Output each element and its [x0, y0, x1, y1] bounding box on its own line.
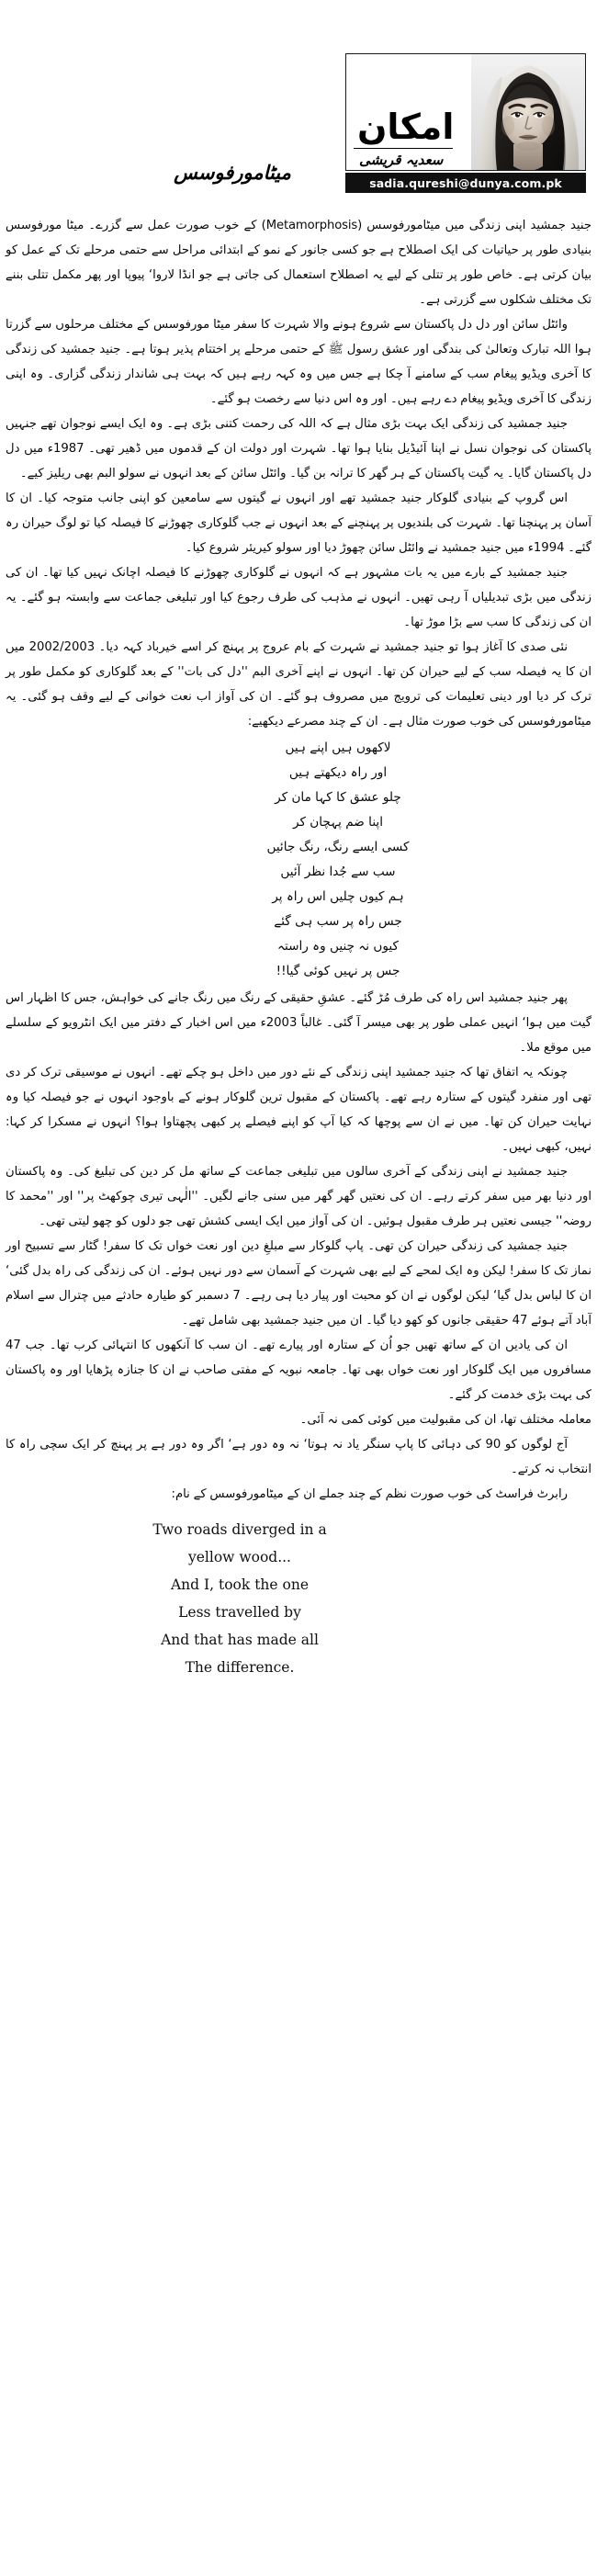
author-email: sadia.qureshi@dunya.com.pk	[369, 175, 562, 190]
poem-line: And that has made all	[161, 1632, 319, 1648]
body-paragraph: معاملہ مختلف تھا، ان کی مقبولیت میں کوئی کمی نہ آئی۔	[299, 1413, 591, 1427]
body-paragraph: جنید جمشید کی زندگی حیران کن تھی۔ پاپ گلوکار سے مبلغِ دین اور نعت خواں تک کا سفر! گٹار سے تسبیح اور نماز تک کا سفر! لیکن وہ ایک لمحے کے لیے بھی شہرت کے آسمان سے دور نہیں ہوئے۔ ان کی زندگی کی راہ بدل گئی‘ ان کا لباس بدل گیا‘ لیکن لوگوں نے ان کو محبت اور پیار دیا ہی رہے۔ 7 دسمبر کو طیارہ حادثے میں چترال سے اسلام آباد آتے ہوئے 47 حقیقی جانوں کو کھو دیا گیا۔ ان میں جنید جمشید بھی شامل تھے۔	[6, 1239, 591, 1328]
body-paragraph: اس گروپ کے بنیادی گلوکار جنید جمشید تھے اور انہوں نے گیتوں سے سامعین کو اپنی جانب متوجہ کیا۔ ان کا آسان پر پہنچنا تھا۔ شہرت کی بلندیوں پر پہنچنے کے بعد انہوں نے جب گلوکاری چھوڑنے کا فیصلہ کیا تو لوگ حیران رہ گئے۔ 1994ء میں جنید جمشید نے وائٹل سائن چھوڑ دیا اور سولو کیریئر شروع کیا۔	[6, 491, 591, 555]
verse-line: لاکھوں ہیں اپنے ہیں	[285, 740, 391, 755]
verse-line: چلو عشق کا کہا مان کر	[275, 790, 401, 805]
verse-line: جس پر نہیں کوئی گیا!!	[276, 964, 400, 978]
article-body	[6, 213, 591, 1681]
body-paragraph: جنید جمشید کے بارے میں یہ بات مشہور ہے کہ انہوں نے گلوکاری چھوڑنے کا فیصلہ اچانک نہیں کیا تھا۔ ان کی زندگی میں بڑی تبدیلیاں آ رہی تھیں۔ انہوں نے مذہب کی طرف رجوع کیا اور تبلیغی جماعت سے وابستہ ہو گئے۔ یہ ان کی زندگی کا سب سے بڑا موڑ تھا۔	[6, 566, 591, 629]
english-poem-block	[6, 1516, 591, 1681]
author-email-bar[interactable]	[345, 173, 586, 193]
body-paragraph: پھر جنید جمشید اس راہ کی طرف مُڑ گئے۔ عشقِ حقیقی کے رنگ میں رنگ جانے کی خواہش، جس کا اظہار اس گیت میں ہوا‘ انہیں عملی طور پر بھی میسر آ گئی۔ غالباً 2003ء میں اس اخبار کے دفتر میں ایک انٹرویو کے سلسلے میں موقع ملا۔	[6, 991, 591, 1055]
body-paragraph: ان کی یادیں ان کے ساتھ تھیں جو اُن کے ستارہ اور پیارے تھے۔ ان سب کا آنکھوں کا انتہائی کرب تھا۔ جب 47 مسافروں میں ایک گلوکار اور نعت خواں بھی تھا۔ جامعہ نبویہ کے مفتی صاحب نے ان کا جنازہ پڑھایا اور وہ پاکستان کی بہت بڑی خدمت کر گئے۔	[6, 1339, 591, 1402]
verse-line: کسی ایسے رنگ، رنگ جائیں	[266, 840, 410, 854]
body-paragraph: رابرٹ فراسٹ کی خوب صورت نظم کے چند جملے ان کے میٹامورفوسس کے نام:	[171, 1487, 568, 1501]
verse-line: کیوں نہ چنیں وہ راستہ	[277, 939, 399, 954]
verse-line: سب سے جُدا نظر آئیں	[280, 864, 396, 879]
body-paragraph: نئی صدی کا آغاز ہوا تو جنید جمشید نے شہرت کے بام عروج پر پہنچ کر اسے خیرباد کہہ دیا۔ 2002/2003 میں ان کا یہ فیصلہ سب کے لیے حیران کن تھا۔ انہوں نے اپنے آخری البم ''دل کی بات'' کے بعد گلوکاری کو مکمل طور پر ترک کر دیا اور دینی تعلیمات کی ترویج میں مصروف ہو گئے۔ ان کی آواز اب نعت خوانی کے لیے وقف ہو گئی۔ یہ میٹامورفوسس کی خوب صورت مثال ہے۔ ان کے چند مصرعے دیکھیے:	[6, 640, 591, 729]
verse-line: جس راہ پر سب ہی گئے	[274, 914, 402, 929]
author-portrait-icon	[471, 54, 585, 170]
body-paragraph: جنید جمشید کی زندگی ایک بہت بڑی مثال ہے کہ اللہ کی رحمت کتنی بڑی ہے۔ وہ ایک ایسے نوجوان تھے جنہیں پاکستان کی نوجوان نسل نے اپنا آئیڈیل بنایا ہوا تھا۔ شہرت اور دولت ان کے قدموں میں ڈھیر تھی۔ 1987ء میں دل دل پاکستان گایا۔ یہ گیت پاکستان کے ہر گھر کا ترانہ بن گیا۔ وائٹل سائن کے بعد انہوں نے سولو البم بھی ریلیز کیے۔	[6, 417, 591, 480]
body-paragraph: جنید جمشید نے اپنی زندگی کے آخری سالوں میں تبلیغی جماعت کے ساتھ مل کر دین کی تبلیغ کی۔ وہ پاکستان اور دنیا بھر میں سفر کرتے رہے۔ ان کی نعتیں گھر گھر میں سنی جانے لگیں۔ ''الٰہی تیری چوکھٹ پر'' اور ''محمد کا روضہ'' جیسی نعتیں ہر طرف مقبول ہوئیں۔ ان کی آواز میں ایک ایسی کشش تھی جو دلوں کو چھو لیتی تھی۔	[6, 1165, 591, 1228]
column-title: امکان	[357, 106, 455, 147]
column-masthead	[345, 53, 586, 200]
byline-block	[354, 54, 464, 170]
body-paragraph: وائٹل سائن اور دل دل پاکستان سے شروع ہونے والا شہرت کا سفر میٹا مورفوسس کے مختلف مرحلوں سے گزرتا ہوا اللہ تبارک وتعالیٰ کی بندگی اور عشق رسول ﷺ کے حتمی مرحلے پر اختتام پذیر ہوتا ہے۔ جنید جمشید کی زندگی کا آخری ویڈیو پیغام سب کے سامنے آ چکا ہے جس میں وہ کہہ رہے ہیں کہ بہت ہی شاندار زندگی گزاری۔ وہ اپنی زندگی کا آخری ویڈیو پیغام دے رہے ہیں۔ اور وہ اس دنیا سے رخصت ہو گئے۔	[6, 318, 591, 406]
author-name: سعدیہ قریشی	[359, 152, 444, 168]
poem-line: yellow wood...	[187, 1549, 291, 1565]
poem-line: Two roads diverged in a	[152, 1521, 327, 1538]
poem-line: Less travelled by	[178, 1604, 301, 1621]
article-headline: میٹامورفوسس	[174, 162, 291, 184]
verse-line: اور راہ دیکھتے ہیں	[288, 765, 388, 780]
body-paragraph: چونکہ یہ اتفاق تھا کہ جنید جمشید اپنی زندگی کے نئے دور میں داخل ہو چکے تھے۔ انہوں نے موسیقی ترک کر دی تھی اور منفرد گیتوں کے ستارہ رہے تھے۔ پاکستان کے مقبول ترین گلوکار ہونے کے باوجود انہوں نے جو فیصلہ کیا وہ نہایت حیران کن تھا۔ میں نے ان سے پوچھا کہ کیا آپ کو اپنے فیصلے پر کبھی پچھتاوا ہوا؟ انہوں نے مسکرا کر کہا: نہیں، کبھی نہیں۔	[6, 1066, 591, 1154]
masthead-box	[345, 53, 586, 171]
verse-line: اپنا ضم پہچان کر	[293, 815, 383, 830]
body-paragraph: آج لوگوں کو 90 کی دہائی کا پاپ سنگر یاد نہ ہوتا‘ نہ وہ دور ہے‘ اگر وہ دور ہے پر پہنچ کر ایک سچی راہ کا انتخاب نہ کرتے۔	[6, 1438, 591, 1476]
byline-divider	[354, 148, 453, 150]
author-photo	[471, 54, 585, 170]
poem-line: And I, took the one	[170, 1576, 309, 1593]
poem-line: The difference.	[185, 1659, 295, 1676]
body-paragraph: جنید جمشید اپنی زندگی میں میٹامورفوسس (Metamorphosis) کے خوب صورت عمل سے گزرے۔ میٹا مورفوسس بنیادی طور پر حیاتیات کی ایک اصطلاح ہے جو کسی جانور کے نمو کے ابتدائی مراحل سے حتمی مرحلے تک کے عمل کو بیان کرتی ہے۔ خاص طور پر تتلی کے لیے یہ اصطلاح استعمال کی جاتی ہے جو انڈا لاروا‘ پیوپا اور پھر مکمل تتلی بننے تک مختلف شکلوں سے گزرتی ہے۔	[6, 219, 591, 307]
urdu-verse-block	[6, 736, 591, 984]
verse-line: ہم کیوں چلیں اس راہ پر	[272, 889, 404, 904]
